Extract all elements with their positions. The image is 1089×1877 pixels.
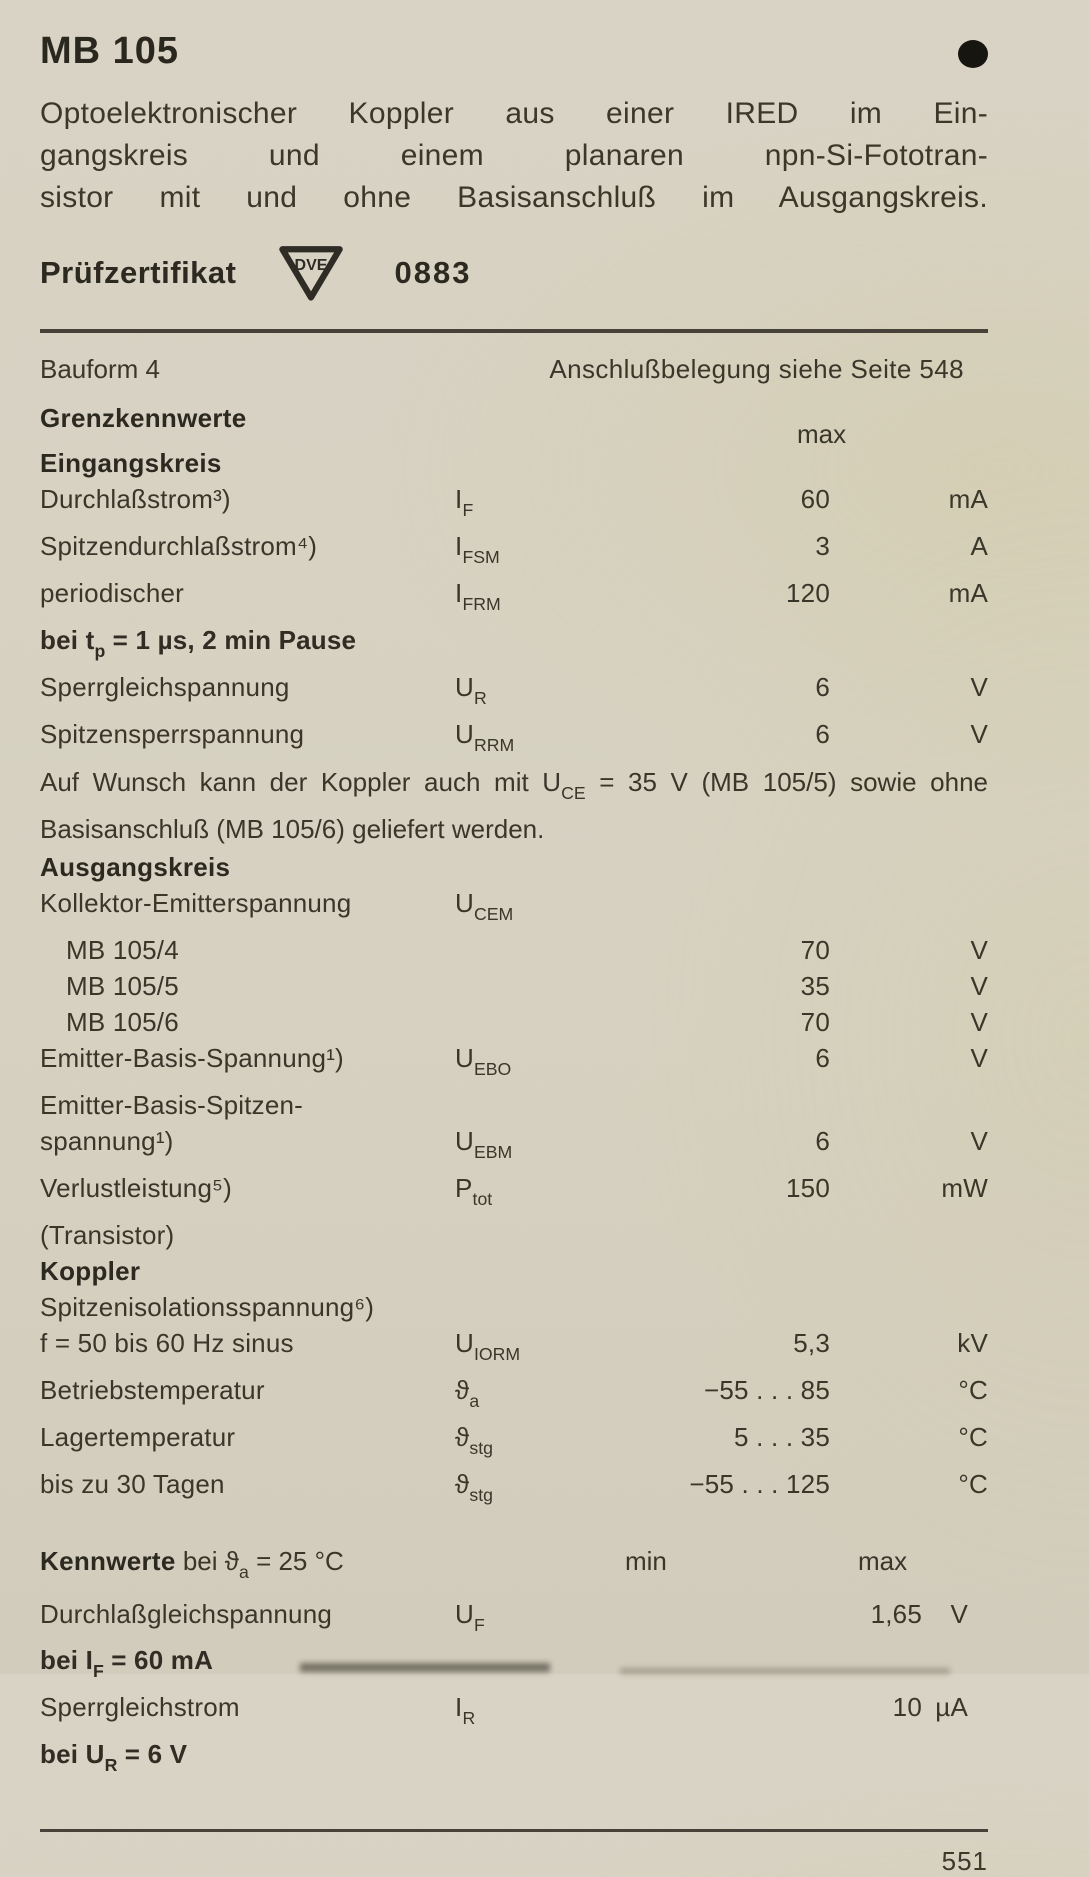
row-label: Lagertemperatur	[40, 1421, 236, 1452]
table-row	[40, 968, 988, 1004]
row-value: 1,65	[870, 1598, 922, 1629]
kennwerte-heading: Kennwerte	[40, 1545, 176, 1576]
row-value: 5,3	[793, 1327, 830, 1358]
row-unit: A	[970, 530, 988, 561]
row-value: 10	[892, 1692, 922, 1723]
intro-line: sistor mit und ohne Basisanschluß im Ausgangskreis.	[40, 181, 988, 214]
row-symbol: $U_{EBO}$	[455, 1043, 512, 1080]
max-column-header: max	[858, 1545, 908, 1576]
max-column-header: max	[797, 419, 847, 449]
row-value: 70	[800, 1007, 830, 1038]
row-unit	[830, 1289, 988, 1325]
row-label: bei $t_p = 1$ µs, 2 min Pause	[40, 624, 357, 661]
limits-heading-row	[40, 403, 988, 449]
ausgangskreis-rows	[40, 885, 988, 1253]
row-value	[630, 1642, 922, 1689]
row-label: Durchlaßstrom³)	[40, 484, 231, 514]
row-symbol	[455, 1004, 630, 1040]
row-symbol	[455, 1087, 630, 1123]
row-label: bis zu 30 Tagen	[40, 1468, 225, 1499]
table-row	[40, 1596, 988, 1643]
row-label: (Transistor)	[40, 1219, 175, 1250]
row-label: Verlustleistung⁵)	[40, 1173, 232, 1204]
row-value: 6	[815, 671, 830, 702]
table-row	[40, 1040, 988, 1087]
row-unit	[830, 885, 988, 932]
title-row	[40, 0, 988, 73]
table-row	[40, 575, 988, 622]
row-unit	[830, 1217, 988, 1253]
bauform-row	[40, 351, 988, 387]
row-symbol: $U_R$	[455, 671, 487, 708]
row-label: bei $U_R = 6$ V	[40, 1739, 188, 1776]
cert-number: 0883	[394, 255, 472, 290]
row-label: Kollektor-Emitterspannung	[40, 888, 352, 919]
table-row	[40, 1325, 988, 1372]
row-symbol: $I_R$	[455, 1692, 476, 1729]
bauform-label: Bauform 4	[40, 354, 160, 384]
scan-artifact	[300, 1663, 550, 1672]
row-unit: V	[950, 1598, 968, 1629]
row-symbol	[455, 1217, 630, 1253]
row-symbol: $U_{EBM}$	[455, 1126, 513, 1163]
table-row	[40, 1289, 988, 1325]
bottom-divider	[40, 1829, 988, 1832]
intro-line: gangskreis und einem planaren npn-Si-Fototran-	[40, 139, 988, 172]
row-unit: V	[970, 935, 988, 966]
row-value: 6	[815, 718, 830, 749]
table-row	[40, 1372, 988, 1419]
table-row	[40, 1170, 988, 1217]
row-value	[630, 885, 830, 932]
vde-logo-icon	[274, 243, 348, 303]
table-row	[40, 622, 988, 669]
table-row	[40, 528, 988, 575]
row-value: −55 . . . 85	[704, 1374, 830, 1405]
table-row	[40, 669, 988, 716]
row-unit: °C	[958, 1468, 988, 1499]
table-row	[40, 1217, 988, 1253]
note-line	[40, 764, 988, 811]
row-label: Spitzensperrspannung	[40, 718, 305, 749]
eingangskreis-rows	[40, 481, 988, 762]
row-unit: V	[970, 1007, 988, 1038]
row-value: −55 . . . 125	[689, 1468, 830, 1499]
note-subscript: CE	[561, 783, 586, 804]
row-value: 35	[800, 971, 830, 1002]
row-symbol	[455, 932, 630, 968]
row-value	[630, 1289, 830, 1325]
row-unit	[922, 1642, 968, 1689]
row-value	[630, 1087, 830, 1123]
min-column-header: min	[625, 1545, 667, 1576]
table-row	[40, 1004, 988, 1040]
row-symbol: $U_{CEM}$	[455, 888, 514, 925]
row-unit: mW	[941, 1173, 988, 1204]
table-row	[40, 1466, 988, 1513]
row-label: Emitter-Basis-Spannung¹)	[40, 1043, 344, 1074]
row-unit: mA	[948, 577, 988, 608]
row-symbol: $P_{tot}$	[455, 1173, 493, 1209]
certificate-row	[40, 243, 988, 303]
row-value: 5 . . . 35	[734, 1421, 830, 1452]
page-number: 551	[941, 1846, 988, 1877]
table-row	[40, 716, 988, 763]
row-unit: µA	[935, 1692, 968, 1723]
row-label: Spitzendurchlaßstrom⁴)	[40, 530, 318, 561]
row-label: periodischer	[40, 577, 185, 608]
row-unit	[922, 1736, 968, 1783]
row-unit: V	[970, 1043, 988, 1074]
table-row	[40, 481, 988, 528]
row-symbol: $U_{RRM}$	[455, 718, 515, 755]
row-value	[630, 622, 830, 669]
row-value	[630, 1217, 830, 1253]
table-row	[40, 1689, 988, 1736]
row-value: 60	[800, 484, 830, 514]
table-row	[40, 1123, 988, 1170]
row-label: Spitzenisolationsspannung⁶)	[40, 1291, 375, 1322]
note-line: Basisanschluß (MB 105/6) geliefert werden.	[40, 814, 545, 845]
row-symbol	[455, 968, 630, 1004]
table-row	[40, 1087, 988, 1123]
row-symbol: $I_F$	[455, 484, 474, 520]
row-unit: kV	[957, 1327, 988, 1358]
kennwerte-rows	[40, 1596, 988, 1784]
row-label: bei $I_F = 60$ mA	[40, 1645, 214, 1682]
row-symbol: $U_{IORM}$	[455, 1327, 521, 1364]
kennwerte-heading-row	[40, 1543, 988, 1590]
row-value: 150	[786, 1173, 830, 1204]
row-unit	[830, 622, 988, 669]
page-title: MB 105	[40, 30, 180, 72]
row-unit	[830, 1087, 988, 1123]
row-symbol	[455, 1736, 630, 1783]
row-label: Sperrgleichspannung	[40, 671, 290, 702]
vde-logo-text: DVE	[295, 256, 328, 275]
row-label: f = 50 bis 60 Hz sinus	[40, 1327, 294, 1358]
limits-heading: Grenzkennwerte	[40, 403, 247, 433]
note-text: = 35 V (MB 105/5) sowie ohne	[585, 767, 988, 798]
row-value: 120	[786, 577, 830, 608]
row-unit: V	[970, 671, 988, 702]
option-note	[40, 764, 988, 847]
section-heading-koppler: Koppler	[40, 1255, 141, 1286]
table-row	[40, 885, 988, 932]
datasheet-page	[40, 0, 988, 1877]
row-value: 70	[800, 935, 830, 966]
row-label: Emitter-Basis-Spitzen-	[40, 1090, 304, 1121]
row-symbol: $ϑ_{stg}$	[455, 1421, 493, 1458]
koppler-rows	[40, 1289, 988, 1513]
section-heading-ausgangskreis: Ausgangskreis	[40, 852, 231, 883]
row-value	[630, 1736, 922, 1783]
table-row	[40, 1419, 988, 1466]
row-symbol	[455, 622, 630, 669]
row-unit: V	[970, 1126, 988, 1157]
table-row	[40, 1736, 988, 1783]
kennwerte-condition: bei ϑ	[175, 1545, 239, 1576]
row-symbol: $U_F$	[455, 1598, 485, 1635]
row-symbol: $ϑ_{stg}$	[455, 1468, 493, 1505]
note-text: Auf Wunsch kann der Koppler auch mit U	[40, 767, 562, 798]
row-value: 6	[815, 1126, 830, 1157]
row-symbol: $I_{FSM}$	[455, 530, 500, 567]
row-value: 3	[815, 530, 830, 561]
row-label: Betriebstemperatur	[40, 1374, 265, 1405]
row-label: MB 105/6	[66, 1007, 179, 1038]
top-divider	[40, 329, 988, 333]
row-unit: °C	[958, 1421, 988, 1452]
corner-dot-icon	[958, 40, 988, 68]
row-unit: °C	[958, 1374, 988, 1405]
row-unit: mA	[948, 484, 988, 514]
row-label: MB 105/4	[66, 935, 179, 966]
table-row	[40, 932, 988, 968]
row-label: Durchlaßgleichspannung	[40, 1598, 333, 1629]
cert-label: Prüfzertifikat	[40, 255, 237, 290]
row-label: Sperrgleichstrom	[40, 1692, 240, 1723]
row-label: spannung¹)	[40, 1126, 174, 1157]
row-symbol: $I_{FRM}$	[455, 577, 501, 614]
kennwerte-condition: = 25 °C	[248, 1545, 344, 1576]
kennwerte-condition-sub: a	[239, 1561, 249, 1582]
anschluss-note: Anschlußbelegung siehe Seite 548	[549, 354, 964, 384]
intro-line: Optoelektronischer Koppler aus einer IRED im Ein-	[40, 97, 988, 130]
intro-paragraph	[40, 93, 988, 219]
row-value: 6	[815, 1043, 830, 1074]
scan-artifact	[620, 1668, 950, 1674]
row-label: MB 105/5	[66, 971, 179, 1002]
row-unit: V	[970, 971, 988, 1002]
row-symbol: $ϑ_a$	[455, 1374, 480, 1411]
row-unit: V	[970, 718, 988, 749]
row-symbol	[455, 1289, 630, 1325]
section-heading-eingangskreis: Eingangskreis	[40, 448, 222, 478]
